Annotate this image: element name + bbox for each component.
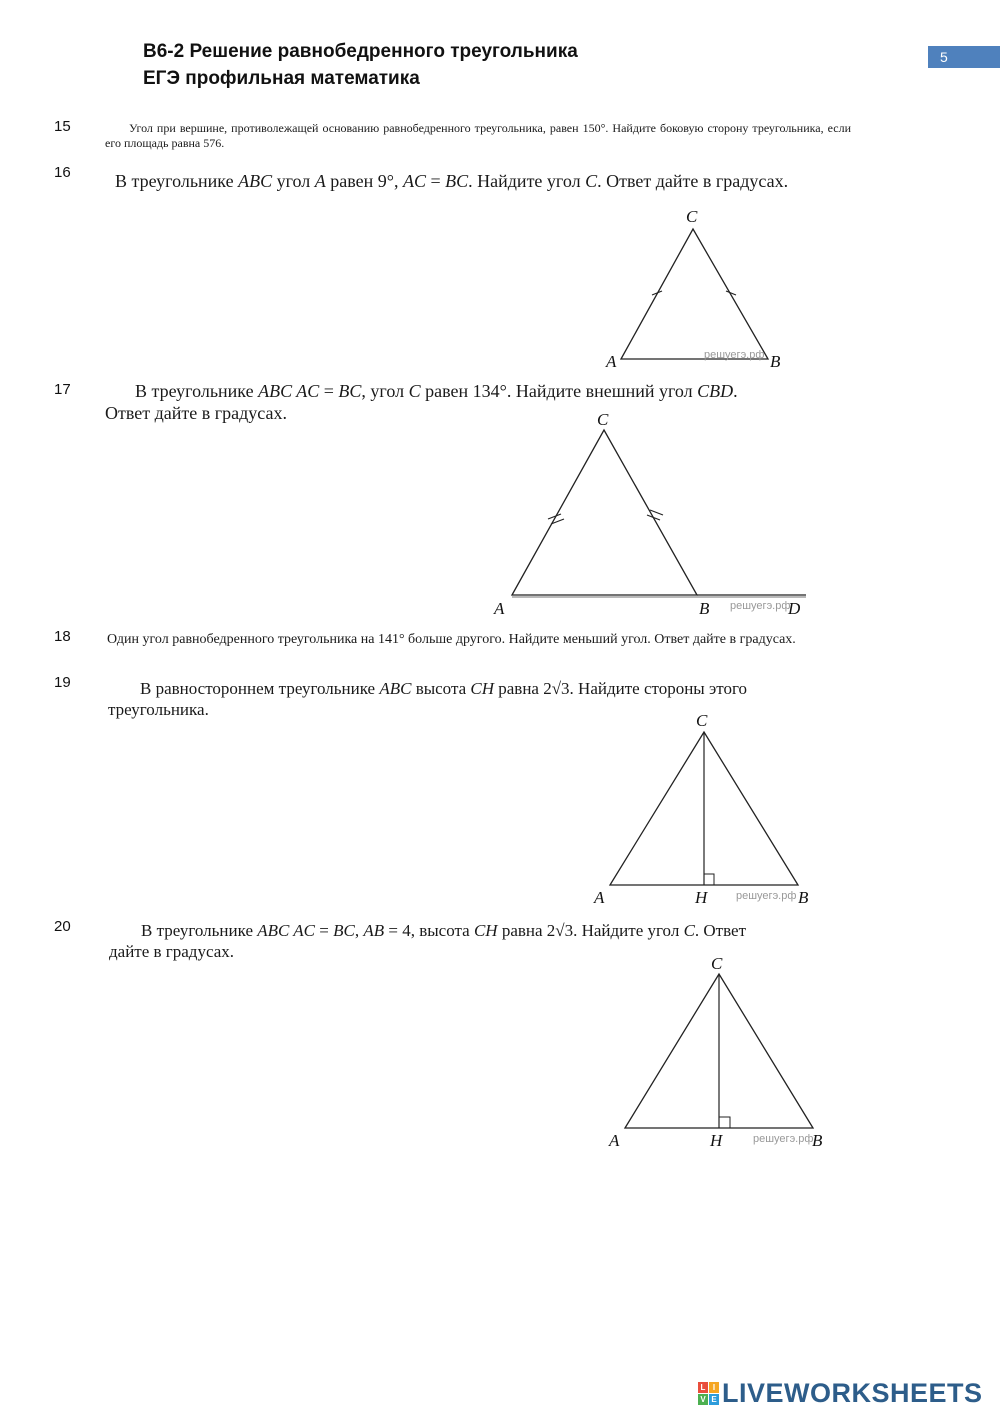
problem-text-18: Один угол равнобедренного треугольника на 141° больше другого. Найдите меньший угол. Ответ дайте в градусах. [107,632,796,647]
triangle-figure-16 [600,205,800,370]
vertex-label-a: A [609,1131,620,1150]
vertex-label-a: A [606,352,617,371]
title-line-2: ЕГЭ профильная математика [143,68,420,89]
vertex-label-c: C [696,711,708,730]
problem-number-15: 15 [54,118,71,135]
liveworksheets-logo [698,1378,983,1408]
problem-number-17: 17 [54,381,71,398]
problem-number-18: 18 [54,628,71,645]
vertex-label-b: B [770,352,781,371]
right-angle-mark [704,874,714,885]
problem-text-15: Угол при вершине, противолежащей основанию равнобедренного треугольника, равен 150°. Найдите боковую сторону треугольника, если его площадь равна 576. [105,121,851,150]
watermark: решуегэ.рф [730,600,791,612]
logo-letter-e: E [709,1394,719,1405]
vertex-label-a: A [494,599,505,618]
logo-text: LIVEWORKSHEETS [722,1377,983,1408]
vertex-label-c: C [597,410,609,429]
title-line-1: В6-2 Решение равнобедренного треугольника [143,41,578,62]
vertex-label-b: B [798,888,809,907]
vertex-label-h: H [695,888,708,907]
right-angle-mark [719,1117,730,1128]
vertex-label-h: H [710,1131,723,1150]
problem-number-20: 20 [54,918,71,935]
tick-mark-bc-1 [647,515,660,520]
triangle-abc [512,430,697,595]
page-number-badge: 5 [928,46,1000,68]
vertex-label-b: B [699,599,710,618]
vertex-label-d: D [788,599,801,618]
page-title [143,38,578,92]
vertex-label-a: A [594,888,605,907]
watermark: решуегэ.рф [753,1133,814,1145]
logo-letter-i: I [709,1382,719,1393]
logo-icon [698,1382,719,1405]
problem-number-16: 16 [54,164,71,181]
vertex-label-b: B [812,1131,823,1150]
problem-text-16: В треугольнике ABC угол A равен 9°, AC = BC. Найдите угол C. Ответ дайте в градусах. [115,171,789,191]
problem-number-19: 19 [54,674,71,691]
triangle-figure-19 [590,708,820,908]
vertex-label-c: C [711,954,723,973]
problem-text-17: В треугольнике ABC AC = BC, угол C равен 134°. Найдите внешний угол CBD. Ответ дайте в градусах. [105,381,738,423]
logo-letter-v: V [698,1394,708,1405]
triangle-abc [621,229,768,359]
watermark: решуегэ.рф [736,890,797,902]
logo-letter-l: L [698,1382,708,1393]
triangle-figure-20 [605,952,835,1152]
watermark: решуегэ.рф [704,349,765,361]
problem-text-19: В равностороннем треугольнике ABC высота CH равна 2√3. Найдите стороны этого треугольника. [108,679,748,719]
triangle-figure-17 [490,405,820,620]
vertex-label-c: C [686,207,698,226]
problem-text-20: В треугольнике ABC AC = BC, AB = 4, высота CH равна 2√3. Найдите угол C. Ответ дайте в градусах. [109,921,747,961]
